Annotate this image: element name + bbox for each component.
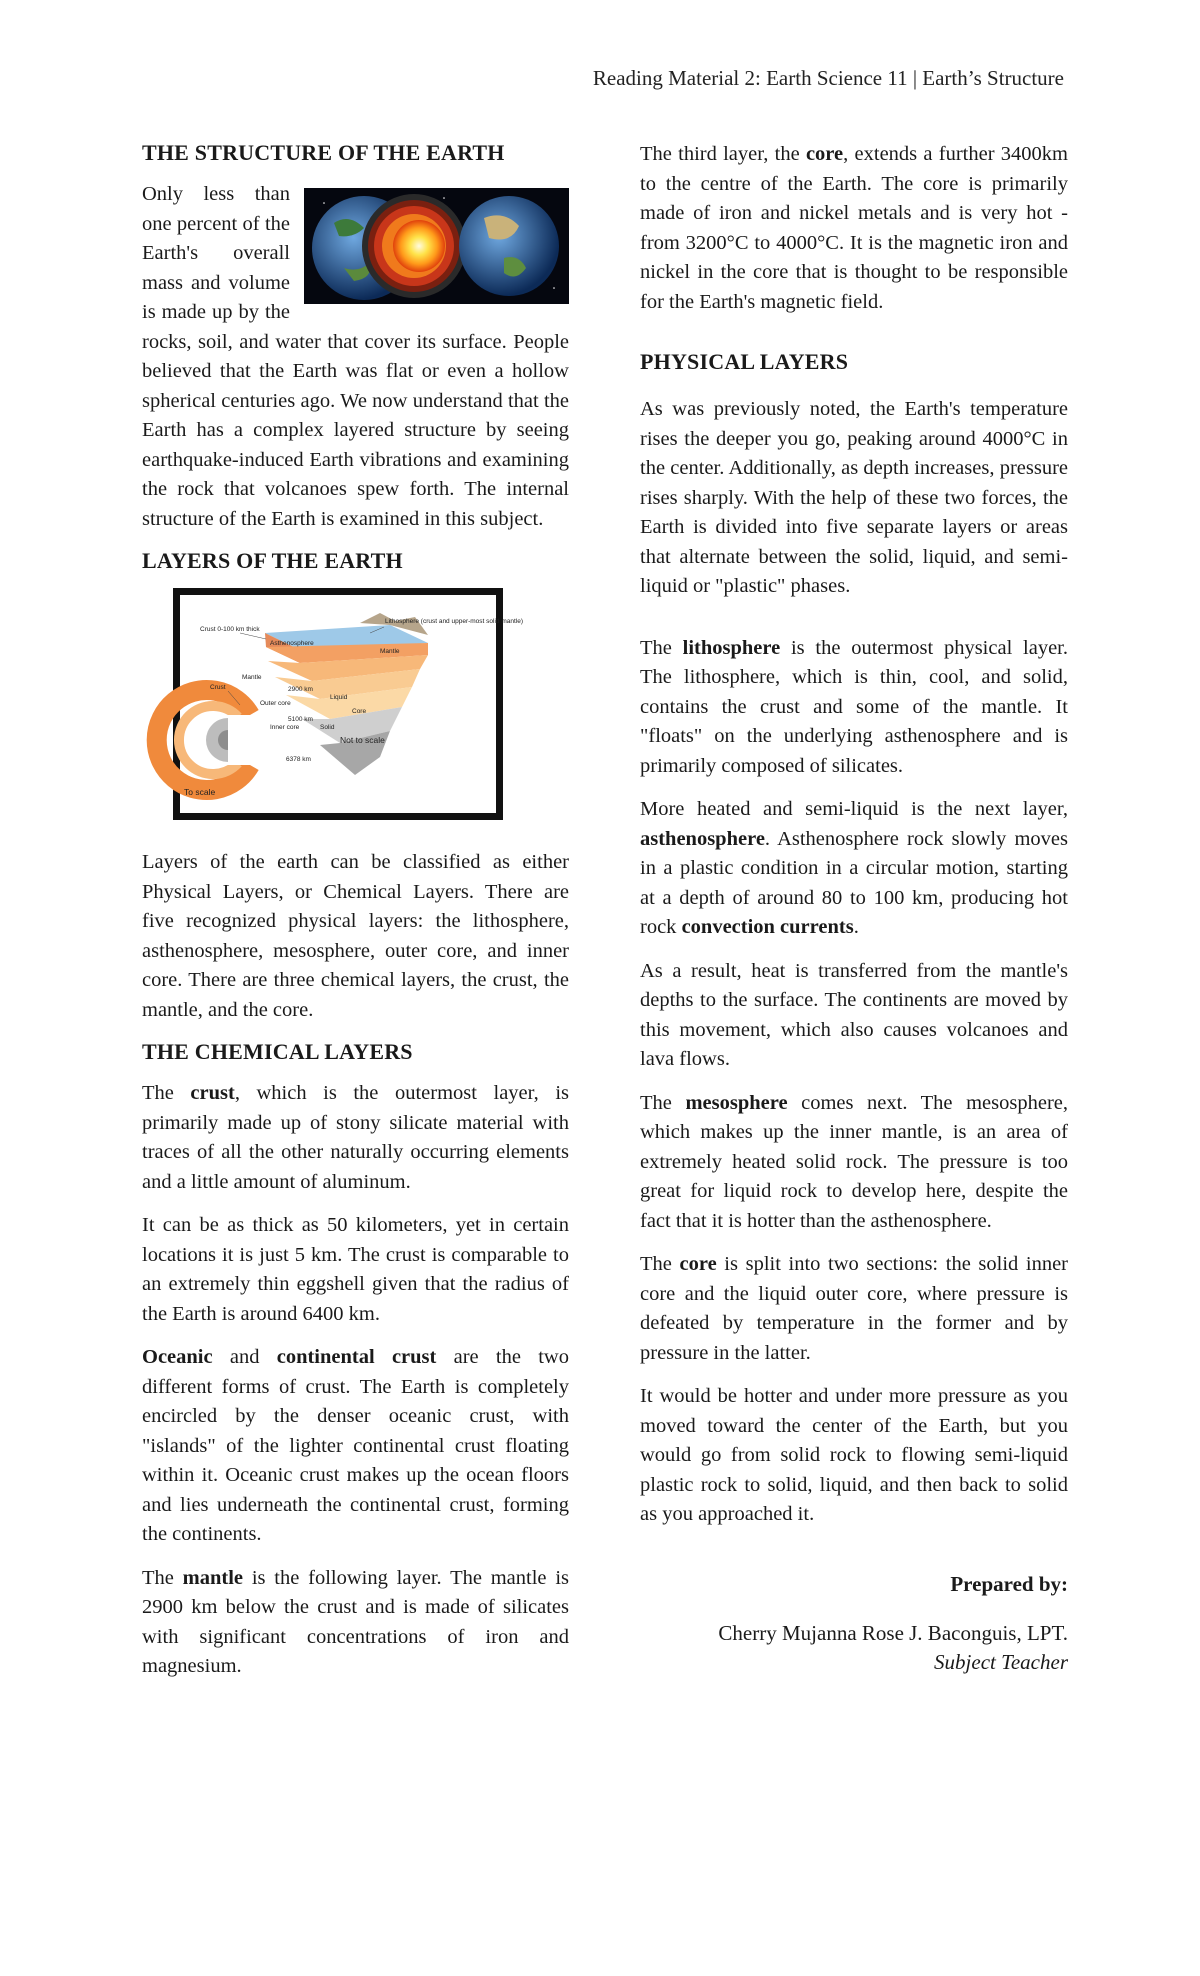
heat-transfer-paragraph: As a result, heat is transferred from the mantle's depths to the surface. The continents are moved by this movement, which also causes volcanoes and lava flows. [640,959,1068,1070]
label-crust: Crust [210,684,226,691]
lithosphere-paragraph: The lithosphere is the outermost physical layer. The lithosphere, which is thin, cool, and solid, contains the crust and some of the mantle. It "floats" on the underlying asthenosphere and is primarily composed of silicates. [640,636,1068,777]
asthenosphere-paragraph: More heated and semi-liquid is the next layer, asthenosphere. Asthenosphere rock slowly moves in a plastic condition in a circular motion, starting at a depth of around 80 to 100 km, producing hot rock convection currents. [640,798,1068,938]
label-asthenosphere: Asthenosphere [270,640,314,647]
crust-paragraph-1: The crust, which is the outermost layer, is primarily made up of stony silicate material with traces of all the other naturally occurring elements and a little amount of aluminum. [142,1082,569,1193]
label-2900km: 2900 km [288,686,313,693]
label-crust-thickness: Crust 0-100 km thick [200,626,260,633]
crust-paragraph-3: Oceanic and continental crust are the two different forms of crust. The Earth is completely encircled by the denser oceanic crust, with "islands" of the lighter continental crust floating within it. Oceanic crust makes up the ocean floors and lies underneath the continental crust, forming the continents. [142,1346,569,1545]
label-solid: Solid [320,724,335,731]
mantle-paragraph: The mantle is the following layer. The mantle is 2900 km below the crust and is made of silicates with significant concentrations of iron and magnesium. [142,1566,569,1677]
intro-paragraph: Only less than one percent of the Earth's overall mass and volume is made up by the rocks, soil, and water that cover its surface. People believed that the Earth was flat or even a hollow spherical centuries ago. We now understand that the Earth has a complex layered structure by seeing earthquake-induced Earth vibrations and examining the rock that volcanoes spew forth. The internal structure of the Earth is examined in this subject. [142,183,569,530]
earth-layers-diagram [173,588,524,820]
page-header: Reading Material 2: Earth Science 11 | Earth’s Structure [592,66,1064,90]
prepared-by-label: Prepared by: [950,1571,1068,1596]
label-6378km: 6378 km [286,756,311,763]
label-liquid: Liquid [330,694,348,701]
crust-paragraph-2: It can be as thick as 50 kilometers, yet in certain locations it is just 5 km. The crust is comparable to an extremely thin eggshell given that the radius of the Earth is around 6400 km. [142,1214,569,1325]
author-role: Subject Teacher [934,1649,1068,1674]
label-to-scale: To scale [184,787,216,797]
section-title-layers: LAYERS OF THE EARTH [142,548,403,573]
label-not-to-scale: Not to scale [340,735,385,745]
label-5100km: 5100 km [288,716,313,723]
label-outer-core: Outer core [260,700,291,707]
mesosphere-paragraph: The mesosphere comes next. The mesosphere, which makes up the inner mantle, is an area of extremely heated solid rock. The pressure is too great for liquid rock to develop here, despite the fact that it is hotter than the asthenosphere. [640,1091,1068,1232]
section-title-structure: THE STRUCTURE OF THE EARTH [142,140,505,165]
signature-block [640,1572,1068,1677]
right-column [640,140,1068,1677]
earth-layers-photo [304,188,569,304]
core-paragraph: The third layer, the core, extends a further 3400km to the centre of the Earth. The core is primarily made of iron and nickel metals and is very hot - from 3200°C to 4000°C. It is the magnetic iron and nickel in the core that is thought to be responsible for the Earth's magnetic field. [640,143,1068,313]
label-lithosphere: Lithosphere (crust and upper-most solid mantle) [385,618,524,625]
classification-paragraph: Layers of the earth can be classified as either Physical Layers, or Chemical Layers. There are five recognized physical layers: the lithosphere, asthenosphere, mesosphere, outer core, and inner core. There are three chemical layers, the crust, the mantle, and the core. [142,851,569,1021]
section-title-physical: PHYSICAL LAYERS [640,349,849,374]
label-inner-core: Inner core [270,724,300,731]
label-core: Core [352,708,367,715]
section-title-chemical: THE CHEMICAL LAYERS [142,1039,413,1064]
label-mantle-left: Mantle [242,674,262,681]
label-mantle-right: Mantle [380,648,400,655]
physical-intro-paragraph: As was previously noted, the Earth's temperature rises the deeper you go, peaking around 4000°C in the center. Additionally, as depth increases, pressure rises sharply. With the help of these two forces, the Earth is divided into five separate layers or areas that alternate between the solid, liquid, and semi-liquid or "plastic" phases. [640,398,1068,597]
final-paragraph: It would be hotter and under more pressure as you moved toward the center of the Earth, but you would go from solid rock to flowing semi-liquid plastic rock to solid, liquid, and then back to solid as you approached it. [640,1385,1068,1525]
left-column [142,140,569,1696]
core-sections-paragraph: The core is split into two sections: the solid inner core and the liquid outer core, where pressure is defeated by temperature in the former and by pressure in the latter. [640,1253,1069,1364]
author-name: Cherry Mujanna Rose J. Baconguis, LPT. [718,1620,1068,1645]
